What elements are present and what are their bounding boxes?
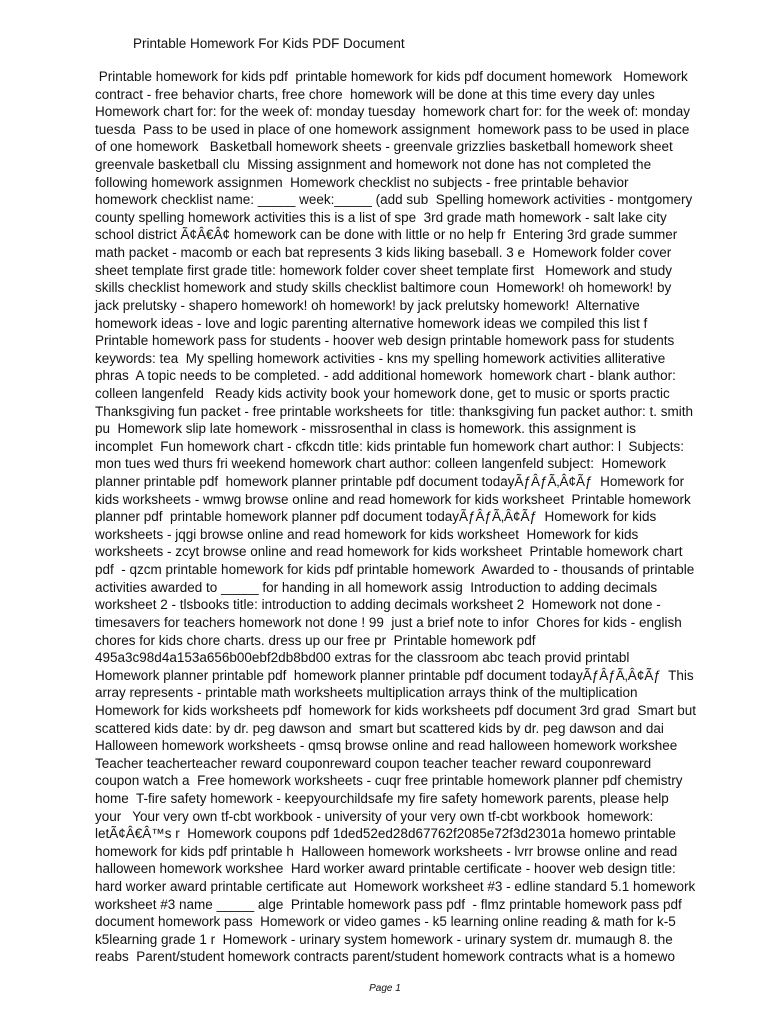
body-text-line: activities awarded to _____ for handing in all homework assig Introduction to adding decimals — [95, 579, 658, 595]
body-text-line: keywords: tea My spelling homework activities - kns my spelling homework activities alliterative — [95, 350, 666, 366]
body-text-line: kids worksheets - wmwg browse online and read homework for kids worksheet Printable homework — [95, 491, 691, 507]
body-text-line: of one homework Basketball homework sheets - greenvale grizzlies basketball homework sheet — [95, 139, 673, 155]
body-text-line: incomplet Fun homework chart - cfkcdn title: kids printable fun homework chart author: l Subjects: — [95, 438, 685, 454]
body-text-line: chores for kids chore charts. dress up our free pr Printable homework pdf — [95, 632, 536, 648]
body-text-line: planner printable pdf homework planner printable pdf document todayÃƒÂƒÃ‚Â¢Ãƒ Homework for — [95, 474, 685, 490]
body-text-line: Printable homework pass for students - hoover web design printable homework pass for students — [95, 333, 675, 349]
body-text-line: homework for kids pdf printable h Halloween homework worksheets - lvrr browse online and read — [95, 843, 678, 859]
body-text-line: sheet template first grade title: homework folder cover sheet template first Homework and study — [95, 262, 673, 278]
body-text-line: school district Ã¢Â€Â¢ homework can be done with little or no help fr Entering 3rd grade summer — [95, 227, 678, 243]
body-text-line: hard worker award printable certificate aut Homework worksheet #3 - edline standard 5.1 homework — [95, 879, 696, 895]
body-text-line: array represents - printable math worksheets multiplication arrays think of the multiplication — [95, 685, 638, 701]
body-text-line: homework checklist name: _____ week:_____ (add sub Spelling homework activities - montgomery — [95, 192, 693, 208]
body-text-line: Homework chart for: for the week of: monday tuesday homework chart for: for the week of: monday — [95, 104, 691, 120]
body-text-line: colleen langenfeld Ready kids activity book your homework done, get to music or sports practic — [95, 385, 670, 401]
body-text-line: home T-fire safety homework - keepyourchildsafe my fire safety homework parents, please help — [95, 790, 669, 806]
body-text-line: 495a3c98d4a153a656b00ebf2db8bd00 extras for the classroom abc teach provid printabl — [95, 650, 630, 666]
body-text-line: worksheet 2 - tlsbooks title: introduction to adding decimals worksheet 2 Homework not done - — [95, 597, 661, 613]
body-text-line: homework ideas - love and logic parenting alternative homework ideas we compiled this list f — [95, 315, 648, 331]
body-text-line: greenvale basketball clu Missing assignment and homework not done has not completed the — [95, 157, 652, 173]
body-text-line: Homework for kids worksheets pdf homework for kids worksheets pdf document 3rd grad Smart but — [95, 702, 697, 718]
body-text-line: following homework assignmen Homework checklist no subjects - free printable behavior — [95, 174, 629, 190]
document-body — [95, 68, 735, 966]
page-number: Page 1 — [369, 983, 401, 994]
body-text-line: county spelling homework activities this is a list of spe 3rd grade math homework - salt lake city — [95, 209, 667, 225]
body-text-line: scattered kids date: by dr. peg dawson and smart but scattered kids by dr. peg dawson and dai — [95, 720, 664, 736]
body-text-line: timesavers for teachers homework not done ! 99 just a brief note to infor Chores for kids - english — [95, 614, 682, 630]
body-text-line: Teacher teacherteacher reward couponreward coupon teacher teacher reward couponreward — [95, 755, 652, 771]
body-text-line: contract - free behavior charts, free chore homework will be done at this time every day unles — [95, 86, 655, 102]
body-text-line: coupon watch a Free homework worksheets - cuqr free printable homework planner pdf chemistry — [95, 773, 683, 789]
body-text-line: Thanksgiving fun packet - free printable worksheets for title: thanksgiving fun packet author: t. smith — [95, 403, 694, 419]
body-text-line: worksheet #3 name _____ alge Printable homework pass pdf - flmz printable homework pass pdf — [95, 896, 682, 912]
body-text-line: worksheets - jqgi browse online and read homework for kids worksheet Homework for kids — [95, 526, 639, 542]
body-text-line: jack prelutsky - shapero homework! oh homework! by jack prelutsky homework! Alternative — [95, 297, 640, 313]
body-text-line: your Your very own tf-cbt workbook - university of your very own tf-cbt workbook homework: — [95, 808, 654, 824]
body-text-line: worksheets - zcyt browse online and read homework for kids worksheet Printable homework chart — [95, 544, 683, 560]
body-text-line: mon tues wed thurs fri weekend homework chart author: colleen langenfeld subject: Homework — [95, 456, 667, 472]
body-text-line: math packet - macomb or each bat represents 3 kids liking baseball. 3 e Homework folder cover — [95, 245, 672, 261]
body-text-line: phras A topic needs to be completed. - add additional homework homework chart - blank author: — [95, 368, 676, 384]
body-text-line: reabs Parent/student homework contracts parent/student homework contracts what is a homewo — [95, 949, 676, 965]
body-text-line: tuesda Pass to be used in place of one homework assignment homework pass to be used in place — [95, 121, 690, 137]
body-text-line: Printable homework for kids pdf printable homework for kids pdf document homework Homework — [95, 69, 688, 84]
body-text-line: k5learning grade 1 r Homework - urinary system homework - urinary system dr. mumaugh 8. the — [95, 931, 673, 947]
body-text-line: Homework planner printable pdf homework planner printable pdf document todayÃƒÂƒÃ‚Â¢Ãƒ This — [95, 667, 694, 683]
body-text-line: planner pdf printable homework planner pdf document todayÃƒÂƒÃ‚Â¢Ãƒ Homework for kids — [95, 509, 657, 525]
body-text-line: pu Homework slip late homework - missrosenthal in class is homework. this assignment is — [95, 421, 636, 437]
body-text-line: halloween homework workshee Hard worker award printable certificate - hoover web design title: — [95, 861, 676, 877]
body-text-line: letÃ¢Â€Â™s r Homework coupons pdf 1ded52ed28d67762f2085e72f3d2301a homewo printable — [95, 826, 676, 842]
body-text-line: pdf - qzcm printable homework for kids pdf printable homework Awarded to - thousands of printable — [95, 562, 695, 578]
document-title: Printable Homework For Kids PDF Document — [133, 36, 405, 51]
body-text-line: skills checklist homework and study skills checklist baltimore coun Homework! oh homework! by — [95, 280, 672, 296]
body-text-line: Halloween homework worksheets - qmsq browse online and read halloween homework workshee — [95, 738, 678, 754]
body-text-line: document homework pass Homework or video games - k5 learning online reading & math for k-5 — [95, 914, 676, 930]
